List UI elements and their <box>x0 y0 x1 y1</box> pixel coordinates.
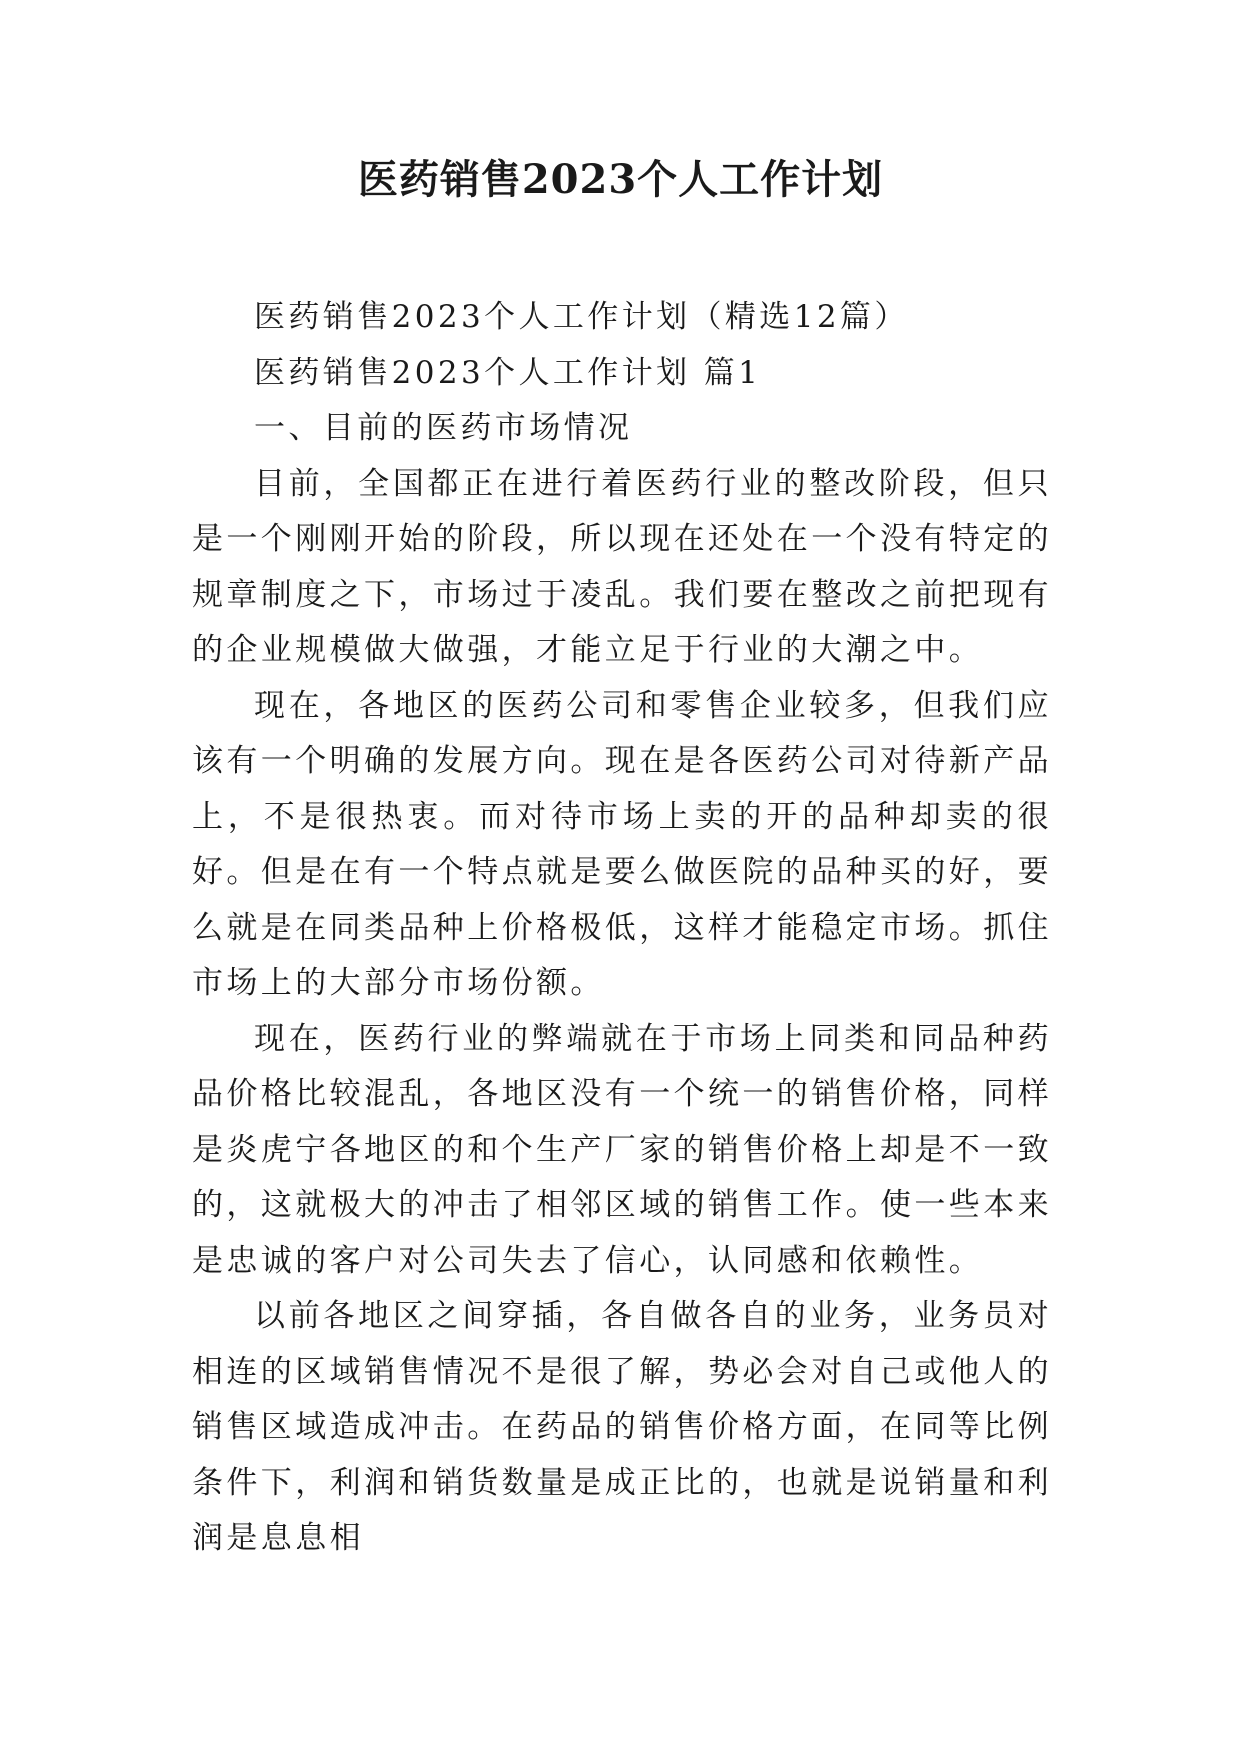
paragraph: 以前各地区之间穿插，各自做各自的业务，业务员对相连的区域销售情况不是很了解，势必会对自己或他人的销售区域造成冲击。在药品的销售价格方面，在同等比例条件下，利润和销货数量是成正比的，也就是说销量和利润是息息相 <box>192 1298 1052 1556</box>
paragraph: 现在，医药行业的弊端就在于市场上同类和同品种药品价格比较混乱，各地区没有一个统一的销售价格，同样是炎虎宁各地区的和个生产厂家的销售价格上却是不一致的，这就极大的冲击了相邻区域的销售工作。使一些本来是忠诚的客户对公司失去了信心，认同感和依赖性。 <box>192 1020 1052 1279</box>
paragraph: 现在，各地区的医药公司和零售企业较多，但我们应该有一个明确的发展方向。现在是各医药公司对待新产品上，不是很热衷。而对待市场上卖的开的品种却卖的很好。但是在有一个特点就是要么做医院的品种买的好，要么就是在同类品种上价格极低，这样才能稳定市场。抓住市场上的大部分市场份额。 <box>192 687 1052 1001</box>
paragraph-heading-market: 一、目前的医药市场情况 <box>254 410 633 446</box>
paragraph-subtitle: 医药销售2023个人工作计划（精选12篇） <box>254 299 909 335</box>
document-body <box>192 290 1052 1567</box>
document-title: 医药销售2023个人工作计划 <box>357 156 884 203</box>
paragraph: 目前，全国都正在进行着医药行业的整改阶段，但只是一个刚刚开始的阶段，所以现在还处在一个没有特定的规章制度之下，市场过于凌乱。我们要在整改之前把现有的企业规模做大做强，才能立足于行业的大潮之中。 <box>192 465 1052 668</box>
paragraph-section-heading: 医药销售2023个人工作计划 篇1 <box>254 354 762 391</box>
